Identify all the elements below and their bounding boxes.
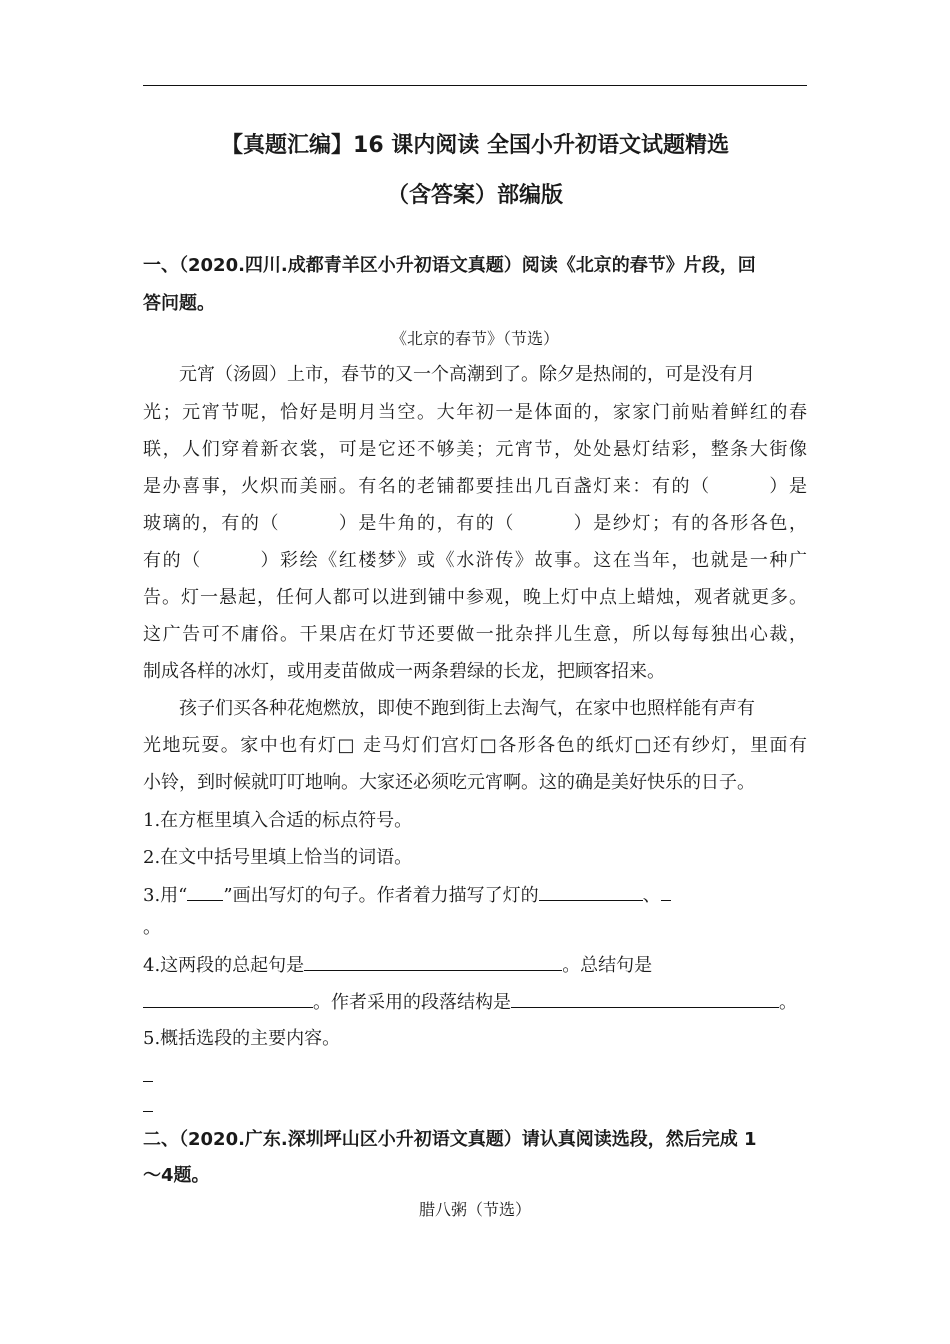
answer-blank[interactable] <box>539 882 643 901</box>
answer-blank[interactable] <box>304 952 562 971</box>
question-2: 2.在文中括号里填上恰当的词语。 <box>143 847 413 868</box>
question-4-cont <box>143 989 807 1016</box>
question-3-text-b: ”画出写灯的句子。作者着力描写了灯的 <box>223 885 539 906</box>
para2-line: 光地玩耍。家中也有灯□ 走马灯们宫灯□各形各色的纸灯□还有纱灯，里面有 <box>143 735 807 756</box>
question-4 <box>143 952 807 979</box>
answer-blank[interactable] <box>143 989 313 1008</box>
para1-line: 制成各样的冰灯，或用麦苗做成一两条碧绿的长龙，把顾客招来。 <box>143 661 665 682</box>
answer-blank[interactable] <box>143 1093 153 1112</box>
header-rule <box>143 85 807 86</box>
question-3 <box>143 882 807 909</box>
question-3-text-a: 3.用“ <box>143 885 188 906</box>
answer-blank[interactable] <box>187 882 223 901</box>
question-3-text-c: 、 <box>642 885 661 906</box>
para1-line: 告。灯一悬起，任何人都可以进到铺中参观，晚上灯中点上蜡烛，观者就更多。 <box>143 587 807 608</box>
section2-heading-cont: ～4题。 <box>143 1165 210 1186</box>
para1-line: 元宵（汤圆）上市，春节的又一个高潮到了。除夕是热闹的，可是没有月 <box>179 364 755 385</box>
question-1: 1.在方框里填入合适的标点符号。 <box>143 810 413 831</box>
para2-line: 孩子们买各种花炮燃放，即使不跑到街上去淘气，在家中也照样能有声有 <box>179 698 755 719</box>
question-4-text-b: 。总结句是 <box>562 955 653 976</box>
answer-blank[interactable] <box>661 882 671 901</box>
section2-heading: 二、（2020.广东.深圳坪山区小升初语文真题）请认真阅读选段，然后完成 1 <box>143 1129 757 1150</box>
para1-line: 有的（ ）彩绘《红楼梦》或《水浒传》故事。这在当年，也就是一种广 <box>143 550 807 571</box>
answer-line <box>143 1093 807 1120</box>
passage2-title: 腊八粥（节选） <box>418 1200 531 1219</box>
para1-line: 是办喜事，火炽而美丽。有名的老铺都要挂出几百盏灯来：有的（ ）是 <box>143 476 807 497</box>
question-4-text-a: 4.这两段的总起句是 <box>143 955 305 976</box>
question-4-text-c: 。作者采用的段落结构是 <box>313 992 511 1013</box>
question-4-text-d: 。 <box>779 992 797 1013</box>
answer-blank[interactable] <box>511 989 779 1008</box>
section1-heading-cont: 答问题。 <box>143 293 215 314</box>
para1-line: 这广告可不庸俗。干果店在灯节还要做一批杂拌儿生意，所以每每独出心裁， <box>143 624 807 645</box>
document-title-line2: （含答案）部编版 <box>386 183 563 208</box>
para1-line: 光；元宵节呢，恰好是明月当空。大年初一是体面的，家家门前贴着鲜红的春 <box>143 402 807 423</box>
answer-line <box>143 1063 807 1090</box>
para1-line: 联，人们穿着新衣裳，可是它还不够美；元宵节，处处悬灯结彩，整条大街像 <box>143 439 807 460</box>
answer-blank[interactable] <box>143 1063 153 1082</box>
para1-line: 玻璃的，有的（ ）是牛角的，有的（ ）是纱灯；有的各形各色， <box>143 513 807 534</box>
question-5: 5.概括选段的主要内容。 <box>143 1028 341 1049</box>
document-title-line1: 【真题汇编】16 课内阅读 全国小升初语文试题精选 <box>221 133 729 158</box>
para2-line: 小铃，到时候就叮叮地响。大家还必须吃元宵啊。这的确是美好快乐的日子。 <box>143 772 755 793</box>
question-3-end: 。 <box>143 917 161 938</box>
section1-heading: 一、（2020.四川.成都青羊区小升初语文真题）阅读《北京的春节》片段，回 <box>143 255 756 276</box>
passage1-title: 《北京的春节》（节选） <box>390 329 559 348</box>
